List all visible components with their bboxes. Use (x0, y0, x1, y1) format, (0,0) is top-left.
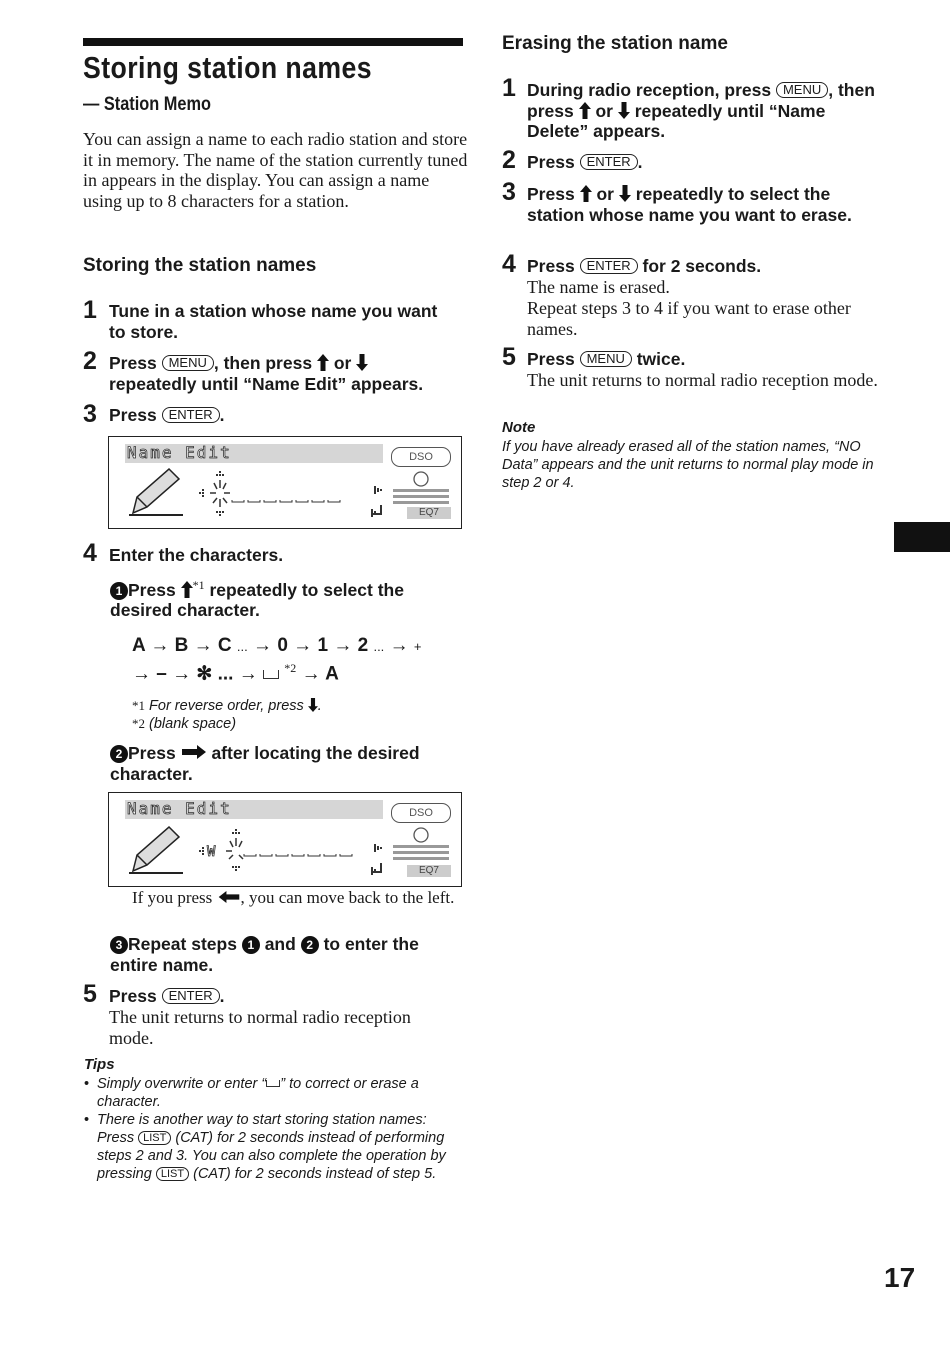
eq-badge: EQ7 (407, 507, 451, 519)
lcd-text: Name Edit (127, 443, 232, 462)
substep-text-part: repeatedly to select the desired character. (110, 579, 404, 621)
step-text-part: , then press (213, 353, 313, 373)
step-description: The unit returns to normal radio reception mode. (527, 370, 878, 390)
down-arrow-icon (618, 102, 630, 119)
equalizer-icon (389, 825, 453, 865)
step-text-part: , then press (527, 80, 875, 121)
blank-space-icon (263, 670, 279, 679)
circled-number: 1 (242, 936, 260, 954)
down-arrow-icon (619, 185, 631, 202)
footnote-text: (blank space) (149, 716, 237, 732)
tips-heading: Tips (84, 1056, 115, 1073)
eq-badge: EQ7 (407, 865, 451, 877)
tip-1 (84, 1075, 464, 1111)
list-key: LIST (156, 1167, 189, 1181)
chain-item: 2 (357, 635, 369, 656)
step-text (109, 353, 469, 394)
hint-text: , you can move back to the left. (240, 888, 455, 907)
up-arrow-icon (579, 102, 591, 119)
step-text-part: repeatedly until “Name Delete” appears. (527, 100, 826, 141)
step-text (109, 986, 225, 1007)
pen-icon (127, 467, 187, 519)
footnote-ref: *1 (192, 578, 205, 592)
step-text-part: During radio reception, press (527, 80, 772, 100)
step-text-part: repeatedly until “Name Edit” appears. (109, 373, 424, 394)
chain-item: → (253, 635, 273, 656)
chain-item: C (217, 635, 232, 656)
chain-item: → A (301, 663, 339, 685)
step-number: 3 (502, 178, 516, 206)
step-number: 1 (502, 74, 516, 102)
footnote-text: For reverse order, press (149, 698, 304, 714)
right-arrow-icon (181, 745, 207, 759)
chain-item: → (333, 635, 353, 656)
up-arrow-icon (580, 185, 592, 202)
direction-indicators (369, 483, 389, 525)
equalizer-icon (389, 469, 453, 509)
page-title: Storing station names (83, 50, 373, 85)
lcd-status-panel (389, 443, 453, 521)
intro-paragraph: You can assign a name to each radio station and store it in memory. The name of the station currently tuned in appears in the display. You can assign a name using up to 8 characters for a station. (83, 129, 468, 211)
dso-badge: DSO (391, 447, 451, 467)
note-text: If you have already erased all of the station names, “NO Data” appears and the unit returns to normal play mode in step 2 or 4. (502, 439, 874, 491)
chain-item: + (413, 639, 422, 654)
enter-key: ENTER (580, 258, 638, 274)
tip-text: (CAT) for 2 seconds instead of step 5. (193, 1166, 437, 1182)
step-text-part: twice. (636, 349, 686, 369)
step-description: The unit returns to normal radio reception mode. (109, 1007, 411, 1048)
substep-text-part: Repeat steps (128, 934, 237, 954)
circled-number: 1 (110, 582, 128, 600)
lcd-text: Name Edit (127, 799, 232, 818)
substep-2 (110, 743, 455, 784)
chain-item: → (389, 635, 409, 656)
substep-text-part: after locating the desired character. (110, 743, 420, 784)
step-text-part: Press (527, 349, 575, 369)
down-arrow-icon (356, 354, 368, 371)
footnote-2 (132, 715, 236, 733)
tip-text: Simply overwrite or enter “ (97, 1076, 267, 1092)
step-text-part: or (595, 100, 613, 121)
circled-number: 2 (301, 936, 319, 954)
chain-item: → (193, 635, 213, 656)
character-sequence-line1 (132, 635, 421, 658)
section-heading: Storing the station names (83, 255, 317, 276)
substep-text-part: and (264, 934, 296, 954)
down-arrow-icon (308, 698, 318, 712)
step-number: 2 (502, 146, 516, 174)
enter-key: ENTER (162, 407, 220, 423)
step-text-part: for 2 seconds. (642, 256, 762, 276)
move-left-hint (132, 889, 462, 907)
direction-indicators (369, 841, 389, 883)
lcd-display (108, 792, 462, 887)
step-text (527, 152, 643, 173)
chain-item: A (132, 635, 146, 656)
step-number: 1 (83, 296, 97, 324)
lcd-status-panel (389, 799, 453, 879)
footnote-ref: *2 (284, 661, 297, 675)
chain-item: 0 (277, 635, 288, 656)
step-text-part: . (637, 152, 643, 172)
step-text: Enter the characters. (109, 545, 284, 565)
chain-item: ... (373, 639, 385, 654)
substep-text-part: Press (128, 579, 176, 600)
up-arrow-icon (181, 581, 193, 598)
lcd-display (108, 436, 462, 529)
erase-heading: Erasing the station name (502, 33, 728, 54)
chain-item: → (150, 635, 170, 656)
title-rule (83, 38, 463, 46)
step-text-part: or (596, 184, 614, 204)
step-text-part: . (219, 405, 225, 425)
hint-text: If you press (132, 888, 213, 907)
step-text-part: Press (527, 256, 575, 276)
menu-key: MENU (580, 351, 632, 367)
list-key: LIST (138, 1131, 171, 1145)
bullet: • (84, 1076, 90, 1092)
step-text-part: Press (109, 986, 157, 1006)
step-text-part: or (333, 353, 352, 373)
step-number: 4 (83, 539, 97, 567)
step-number: 5 (83, 980, 97, 1008)
character-sequence-line2 (132, 657, 339, 685)
step-description: Repeat steps 3 to 4 if you want to erase other names. (527, 298, 851, 339)
menu-key: MENU (776, 82, 828, 98)
step-text-part: . (219, 986, 225, 1006)
pen-icon (127, 825, 187, 877)
character-cursor-row (194, 467, 394, 522)
step-number: 5 (502, 343, 516, 371)
step-text-part: Press (527, 152, 575, 172)
chain-item: B (174, 635, 189, 656)
substep-3 (110, 934, 460, 975)
step-description: The name is erased. (527, 277, 670, 297)
section-tab (894, 522, 950, 552)
step-text: Tune in a station whose name you want to store. (109, 301, 438, 342)
step-number: 3 (83, 400, 97, 428)
substep-text-part: to enter the entire name. (110, 934, 419, 975)
step-text (527, 80, 887, 142)
substep-text-part: Press (128, 743, 176, 763)
chain-item: → (293, 635, 313, 656)
page-number: 17 (884, 1262, 916, 1293)
step-number: 4 (502, 250, 516, 278)
circled-number: 2 (110, 745, 128, 763)
step-text-part: Press (109, 405, 157, 425)
step-text (109, 405, 225, 426)
step-text-part: Press (527, 184, 575, 204)
svg-text:W: W (207, 844, 216, 860)
menu-key: MENU (162, 355, 214, 371)
dso-badge: DSO (391, 803, 451, 823)
footnote-1: *1 For reverse order, press . (132, 698, 322, 714)
step-text-part: Press (109, 353, 157, 373)
step-text (527, 349, 685, 370)
tip-text: ” to correct or erase a character. (97, 1076, 419, 1110)
step-number: 2 (83, 347, 97, 375)
up-arrow-icon (317, 354, 329, 371)
chain-item: ... (236, 639, 248, 654)
substep-1 (110, 575, 455, 621)
step-text-part: repeatedly to select the station whose name you want to erase. (527, 184, 852, 225)
step-text (527, 184, 882, 225)
chain-item: 1 (317, 635, 329, 656)
note-heading: Note (502, 419, 536, 436)
tip-text: There is another way to start storing station names: Press (97, 1112, 427, 1146)
blank-space-icon (266, 1080, 280, 1087)
page-subtitle: — Station Memo (83, 94, 212, 115)
left-arrow-icon (217, 891, 241, 903)
enter-key: ENTER (162, 988, 220, 1004)
tip-text: (CAT) for 2 seconds instead of performing steps 2 and 3. You can also complete the operation by pressing (97, 1130, 446, 1182)
enter-key: ENTER (580, 154, 638, 170)
step-text (527, 256, 761, 277)
bullet: • (84, 1112, 90, 1128)
character-cursor-row (194, 825, 394, 880)
chain-item: → – → ✻ ... → (132, 663, 258, 685)
footnote-mark: *1 (132, 698, 145, 713)
footnote-mark: *2 (132, 716, 145, 731)
tip-2 (84, 1111, 464, 1183)
circled-number: 3 (110, 936, 128, 954)
